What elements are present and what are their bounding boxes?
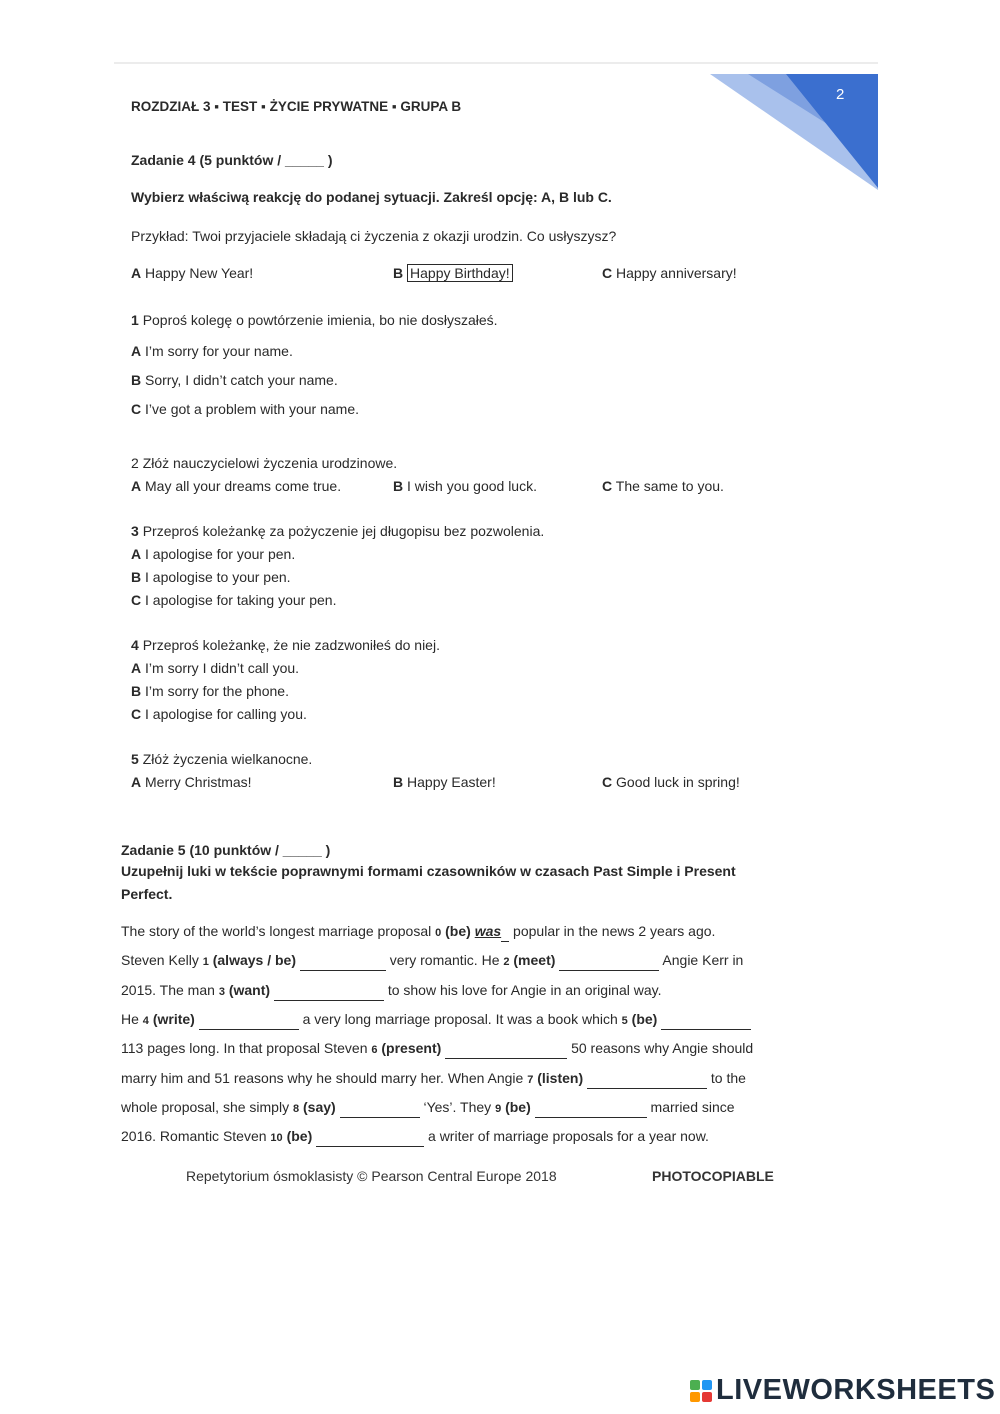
question-3-option-a[interactable]: A I apologise for your pen. (131, 546, 296, 562)
example-option-b: B Happy Birthday! (393, 264, 513, 282)
page-number: 2 (836, 86, 845, 103)
blank-4[interactable] (199, 1015, 299, 1030)
question-3-prompt: 3 Przeproś koleżankę za pożyczenie jej długopisu bez pozwolenia. (131, 523, 545, 539)
task4-title: Zadanie 4 (5 punktów / _____ ) (131, 152, 333, 168)
question-1-prompt: 1 Poproś kolegę o powtórzenie imienia, bo nie dosłyszałeś. (131, 312, 498, 328)
footer-copyright: Repetytorium ósmoklasisty © Pearson Central Europe 2018 (186, 1168, 557, 1184)
question-2-option-c[interactable]: C The same to you. (602, 478, 724, 494)
corner-decoration (700, 70, 878, 190)
blank-5[interactable] (661, 1015, 751, 1030)
task5-instruction-line1: Uzupełnij luki w tekście poprawnymi formami czasowników w czasach Past Simple i Present (121, 863, 736, 879)
story-line-7: whole proposal, she simply 8 (say) ‘Yes’. They 9 (be) married since (121, 1098, 735, 1118)
question-1-option-b[interactable]: B Sorry, I didn’t catch your name. (131, 372, 338, 388)
example-prompt: Przykład: Twoi przyjaciele składają ci życzenia z okazji urodzin. Co usłyszysz? (131, 228, 617, 244)
page-top-edge (114, 62, 878, 64)
example-answer: was (474, 923, 502, 939)
story-line-1: The story of the world’s longest marriage proposal 0 (be) was popular in the news 2 years ago. (121, 922, 715, 942)
story-line-5: 113 pages long. In that proposal Steven 6 (present) 50 reasons why Angie should (121, 1039, 753, 1059)
question-5-option-a[interactable]: A Merry Christmas! (131, 774, 252, 790)
blank-6[interactable] (445, 1044, 567, 1059)
question-2-prompt: 2 Złóż nauczycielowi życzenia urodzinowe. (131, 455, 398, 471)
question-2-option-a[interactable]: A May all your dreams come true. (131, 478, 342, 494)
footer-photocopiable: PHOTOCOPIABLE (652, 1168, 774, 1184)
question-4-option-a[interactable]: A I’m sorry I didn’t call you. (131, 660, 300, 676)
blank-8[interactable] (340, 1103, 420, 1118)
question-4-option-c[interactable]: C I apologise for calling you. (131, 706, 307, 722)
task5-title: Zadanie 5 (10 punktów / _____ ) (121, 842, 331, 858)
liveworksheets-logo (690, 1374, 995, 1407)
blank-10[interactable] (316, 1132, 424, 1147)
question-2-option-b[interactable]: B I wish you good luck. (393, 478, 537, 494)
blank-1[interactable] (300, 956, 386, 971)
logo-text: LIVEWORKSHEETS (716, 1374, 996, 1406)
story-line-8: 2016. Romantic Steven 10 (be) a writer of marriage proposals for a year now. (121, 1127, 709, 1147)
task5-instruction-line2: Perfect. (121, 886, 173, 902)
question-5-prompt: 5 Złóż życzenia wielkanocne. (131, 751, 313, 767)
question-3-option-c[interactable]: C I apologise for taking your pen. (131, 592, 337, 608)
story-line-4: He 4 (write) a very long marriage proposal. It was a book which 5 (be) (121, 1010, 751, 1030)
chapter-header: ROZDZIAŁ 3 ▪ TEST ▪ ŻYCIE PRYWATNE ▪ GRUPA B (131, 99, 462, 114)
question-4-option-b[interactable]: B I’m sorry for the phone. (131, 683, 289, 699)
blank-2[interactable] (559, 956, 659, 971)
question-1-option-a[interactable]: A I’m sorry for your name. (131, 343, 293, 359)
blank-9[interactable] (535, 1103, 647, 1118)
question-5-option-c[interactable]: C Good luck in spring! (602, 774, 740, 790)
story-line-3: 2015. The man 3 (want) to show his love for Angie in an original way. (121, 981, 662, 1001)
logo-grid-icon (690, 1380, 712, 1402)
story-line-2: Steven Kelly 1 (always / be) very romantic. He 2 (meet) Angie Kerr in (121, 951, 743, 971)
blank-7[interactable] (587, 1074, 707, 1089)
question-1-option-c[interactable]: C I’ve got a problem with your name. (131, 401, 360, 417)
blank-3[interactable] (274, 986, 384, 1001)
question-3-option-b[interactable]: B I apologise to your pen. (131, 569, 291, 585)
example-option-a: A Happy New Year! (131, 265, 254, 281)
question-4-prompt: 4 Przeproś koleżankę, że nie zadzwoniłeś do niej. (131, 637, 440, 653)
question-5-option-b[interactable]: B Happy Easter! (393, 774, 496, 790)
example-option-c: C Happy anniversary! (602, 265, 737, 281)
story-line-6: marry him and 51 reasons why he should marry her. When Angie 7 (listen) to the (121, 1069, 746, 1089)
task4-instruction: Wybierz właściwą reakcję do podanej sytuacji. Zakreśl opcję: A, B lub C. (131, 189, 612, 205)
circled-answer: Happy Birthday! (407, 264, 513, 282)
